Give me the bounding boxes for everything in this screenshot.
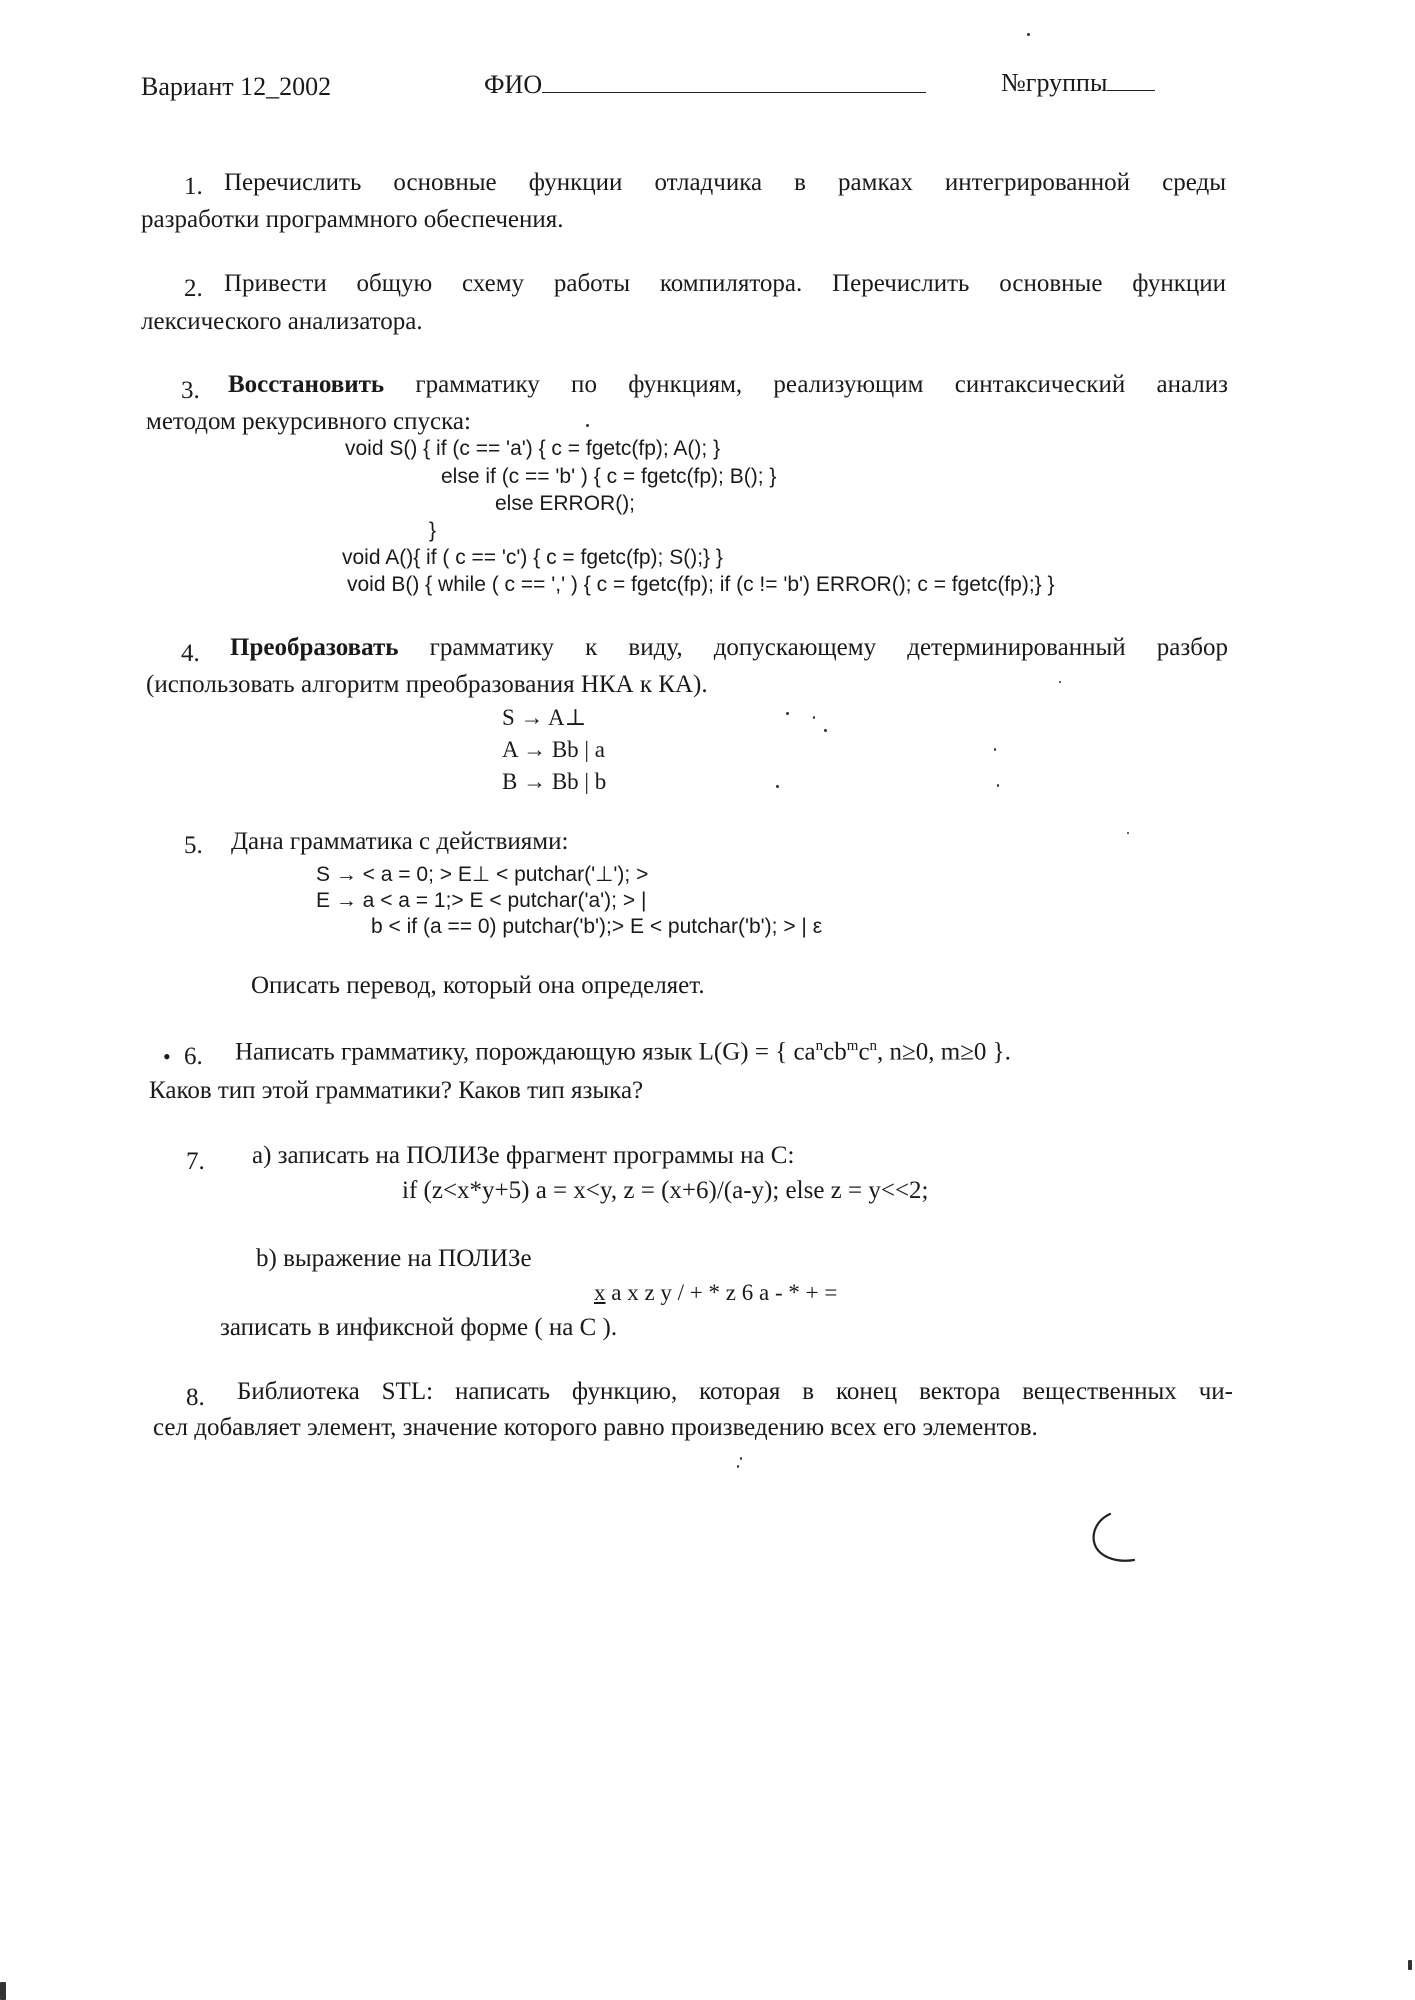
- q6-text-pre: Написать грамматику, порождающую язык L(G) = { ca: [235, 1038, 816, 1066]
- q3-code-line2: else if (c == 'b' ) { c = fgetc(fp); B(); }: [441, 465, 777, 488]
- group-blank-line: [1107, 68, 1155, 91]
- q1-number: 1.: [184, 173, 203, 200]
- q4-rule2: A → Bb | a: [502, 737, 605, 762]
- scan-speck: [740, 1457, 742, 1460]
- q6-text-post: , n≥0, m≥0 }.: [877, 1038, 1011, 1066]
- q4-rule3: B → Bb | b: [502, 769, 607, 794]
- q6-number: 6.: [184, 1043, 203, 1070]
- q3-code-line6: void B() { while ( c == ',' ) { c = fgetc(fp); if (c != 'b') ERROR(); c = fgetc(fp);} }: [347, 573, 1055, 596]
- scan-speck: [824, 729, 827, 732]
- q3-number: 3.: [181, 377, 200, 404]
- q5-rule1: S → < a = 0; > E⊥ < putchar('⊥'); >: [316, 863, 649, 886]
- q1-text-line1: Перечислить основные функции отладчика в рамках интегрированной среды: [224, 169, 1226, 196]
- q7-b-line: b) выражение на ПОЛИЗе: [256, 1245, 532, 1272]
- q1-text-line2: разработки программного обеспечения.: [141, 206, 564, 233]
- q2-text-line2: лексического анализатора.: [141, 308, 423, 335]
- variant-label: Вариант 12_2002: [141, 72, 332, 101]
- q4-number: 4.: [181, 640, 200, 667]
- q4-bold-verb: Преобразовать: [230, 634, 399, 661]
- q3-code-line3: else ERROR();: [495, 492, 636, 515]
- fio-field: [484, 70, 926, 100]
- q4-text-line1: [230, 634, 1228, 662]
- q5-rule3: b < if (a == 0) putchar('b');> E < putchar('b'); > | ε: [371, 915, 823, 938]
- q6-sup-m: m: [846, 1038, 859, 1054]
- fio-label: ФИО: [484, 70, 543, 99]
- q3-text-line1: [228, 371, 1228, 399]
- q3-code-line5: void A(){ if ( c == 'c') { c = fgetc(fp); S();} }: [342, 546, 723, 569]
- q5-task: Описать перевод, который она определяет.: [251, 972, 705, 999]
- q6-sup-n1: n: [815, 1038, 824, 1054]
- scan-speck: [1127, 832, 1129, 834]
- q3-code-line4: }: [429, 519, 437, 542]
- q3-text-line2: методом рекурсивного спуска:: [146, 408, 471, 435]
- q6-sup-n2: n: [869, 1038, 878, 1054]
- q6-text-mid1: cb: [823, 1038, 847, 1066]
- q7-b-expression: [594, 1280, 837, 1306]
- q8-text-line1: Библиотека STL: написать функцию, которая в конец вектора вещественных чи-: [237, 1378, 1233, 1405]
- q8-text-line2: сел добавляет элемент, значение которого равно произведению всех его элементов.: [153, 1414, 1038, 1441]
- q6-bullet: •: [163, 1044, 171, 1069]
- q3-code-line1: void S() { if (c == 'a') { c = fgetc(fp); A(); }: [345, 437, 721, 460]
- group-label: №группы: [1001, 68, 1108, 97]
- q8-number: 8.: [186, 1384, 205, 1411]
- group-field: [1001, 68, 1155, 98]
- scan-speck: [813, 716, 815, 719]
- q6-text-mid2: c: [858, 1038, 870, 1066]
- q6-text-line1: [235, 1038, 1011, 1066]
- q5-rule2: E → a < a = 1;> E < putchar('a'); > |: [316, 889, 647, 912]
- q6-text-line2: Каков тип этой грамматики? Каков тип языка?: [149, 1077, 644, 1104]
- q3-text-line1-rest: грамматику по функциям, реализующим синтаксический анализ: [415, 371, 1229, 398]
- scan-speck: [786, 712, 789, 715]
- scan-speck: [737, 1465, 739, 1468]
- q4-text-line2: (использовать алгоритм преобразования НКА к КА).: [146, 671, 708, 698]
- scan-speck: [586, 424, 589, 427]
- scan-speck: [776, 785, 779, 788]
- q7-b-rest: a x z y / + * z 6 a - * + =: [605, 1280, 838, 1305]
- scan-speck: [1027, 33, 1030, 36]
- q7-number: 7.: [186, 1148, 205, 1175]
- q7-a-code: if (z<x*y+5) a = x<y, z = (x+6)/(a-y); else z = y<<2;: [402, 1177, 929, 1204]
- handwritten-mark: [1080, 1510, 1140, 1570]
- scan-speck: [1059, 681, 1061, 683]
- q2-number: 2.: [184, 275, 203, 302]
- q7-a-line: a) записать на ПОЛИЗе фрагмент программы на С:: [252, 1142, 795, 1169]
- scan-speck: [994, 748, 996, 751]
- q5-number: 5.: [184, 832, 203, 859]
- q3-bold-verb: Восстановить: [228, 371, 385, 398]
- q7-b-task: записать в инфиксной форме ( на С ).: [220, 1314, 618, 1341]
- scan-speck: [997, 784, 999, 787]
- fio-blank-line: [542, 70, 926, 93]
- scan-edge-mark: [0, 1982, 6, 2000]
- q4-text-line1-rest: грамматику к виду, допускающему детерминированный разбор: [429, 634, 1228, 661]
- scan-speck: [1408, 1960, 1412, 1970]
- q7-b-first-operand: x: [594, 1280, 606, 1305]
- q4-rule1: S → A⊥: [502, 705, 587, 730]
- q5-text-line1: Дана грамматика с действиями:: [231, 828, 569, 855]
- q2-text-line1: Привести общую схему работы компилятора. Перечислить основные функции: [224, 270, 1226, 297]
